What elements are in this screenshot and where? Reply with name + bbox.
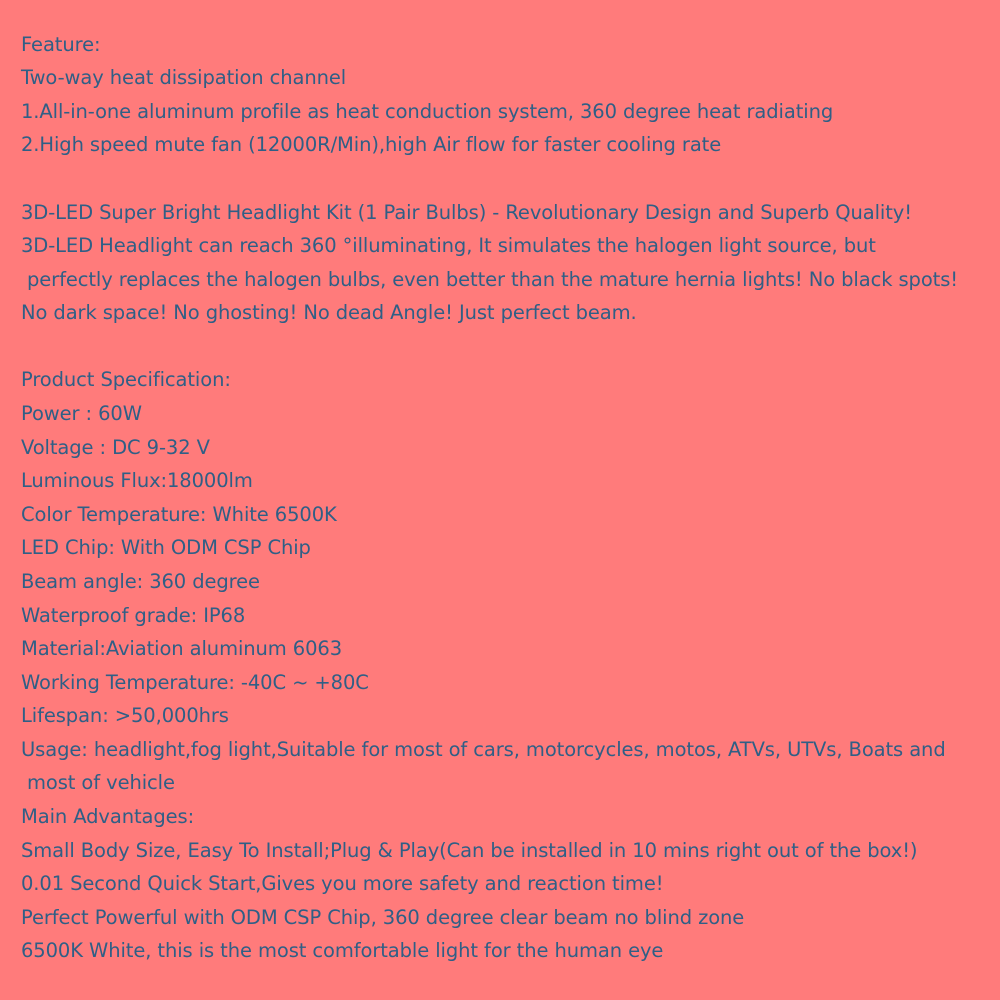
spec-item: Voltage : DC 9-32 V — [21, 436, 210, 459]
spec-item: Working Temperature: -40C ~ +80C — [21, 671, 369, 694]
spec-item: Power : 60W — [21, 402, 142, 425]
feature-line: Two-way heat dissipation channel — [21, 66, 347, 89]
intro-line: perfectly replaces the halogen bulbs, even better than the mature hernia lights! No black spots! — [27, 268, 958, 291]
feature-line: 1.All-in-one aluminum profile as heat conduction system, 360 degree heat radiating — [21, 100, 834, 123]
intro-line: 3D-LED Headlight can reach 360 °illuminating, It simulates the halogen light source, but — [21, 234, 876, 257]
intro-line: 3D-LED Super Bright Headlight Kit (1 Pair Bulbs) - Revolutionary Design and Superb Quality! — [21, 201, 912, 224]
spec-item: Color Temperature: White 6500K — [21, 503, 337, 526]
spec-item: Material:Aviation aluminum 6063 — [21, 637, 343, 660]
advantage-item: Perfect Powerful with ODM CSP Chip, 360 degree clear beam no blind zone — [21, 906, 745, 929]
spec-item: Beam angle: 360 degree — [21, 570, 260, 593]
advantage-item: 0.01 Second Quick Start,Gives you more safety and reaction time! — [21, 872, 664, 895]
spec-item: Luminous Flux:18000lm — [21, 469, 253, 492]
specs-heading: Product Specification: — [21, 368, 231, 391]
spec-item: Lifespan: >50,000hrs — [21, 704, 229, 727]
advantages-heading: Main Advantages: — [21, 805, 195, 828]
spec-item: most of vehicle — [27, 771, 175, 794]
feature-line: 2.High speed mute fan (12000R/Min),high Air flow for faster cooling rate — [21, 133, 722, 156]
intro-line: No dark space! No ghosting! No dead Angle! Just perfect beam. — [21, 301, 637, 324]
advantage-item: Small Body Size, Easy To Install;Plug & Play(Can be installed in 10 mins right out of the box!) — [21, 839, 918, 862]
advantage-item: 6500K White, this is the most comfortable light for the human eye — [21, 939, 664, 962]
spec-item: Waterproof grade: IP68 — [21, 604, 246, 627]
spec-item: Usage: headlight,fog light,Suitable for most of cars, motorcycles, motos, ATVs, UTVs, Boats and — [21, 738, 946, 761]
feature-heading: Feature: — [21, 33, 101, 56]
spec-item: LED Chip: With ODM CSP Chip — [21, 536, 311, 559]
